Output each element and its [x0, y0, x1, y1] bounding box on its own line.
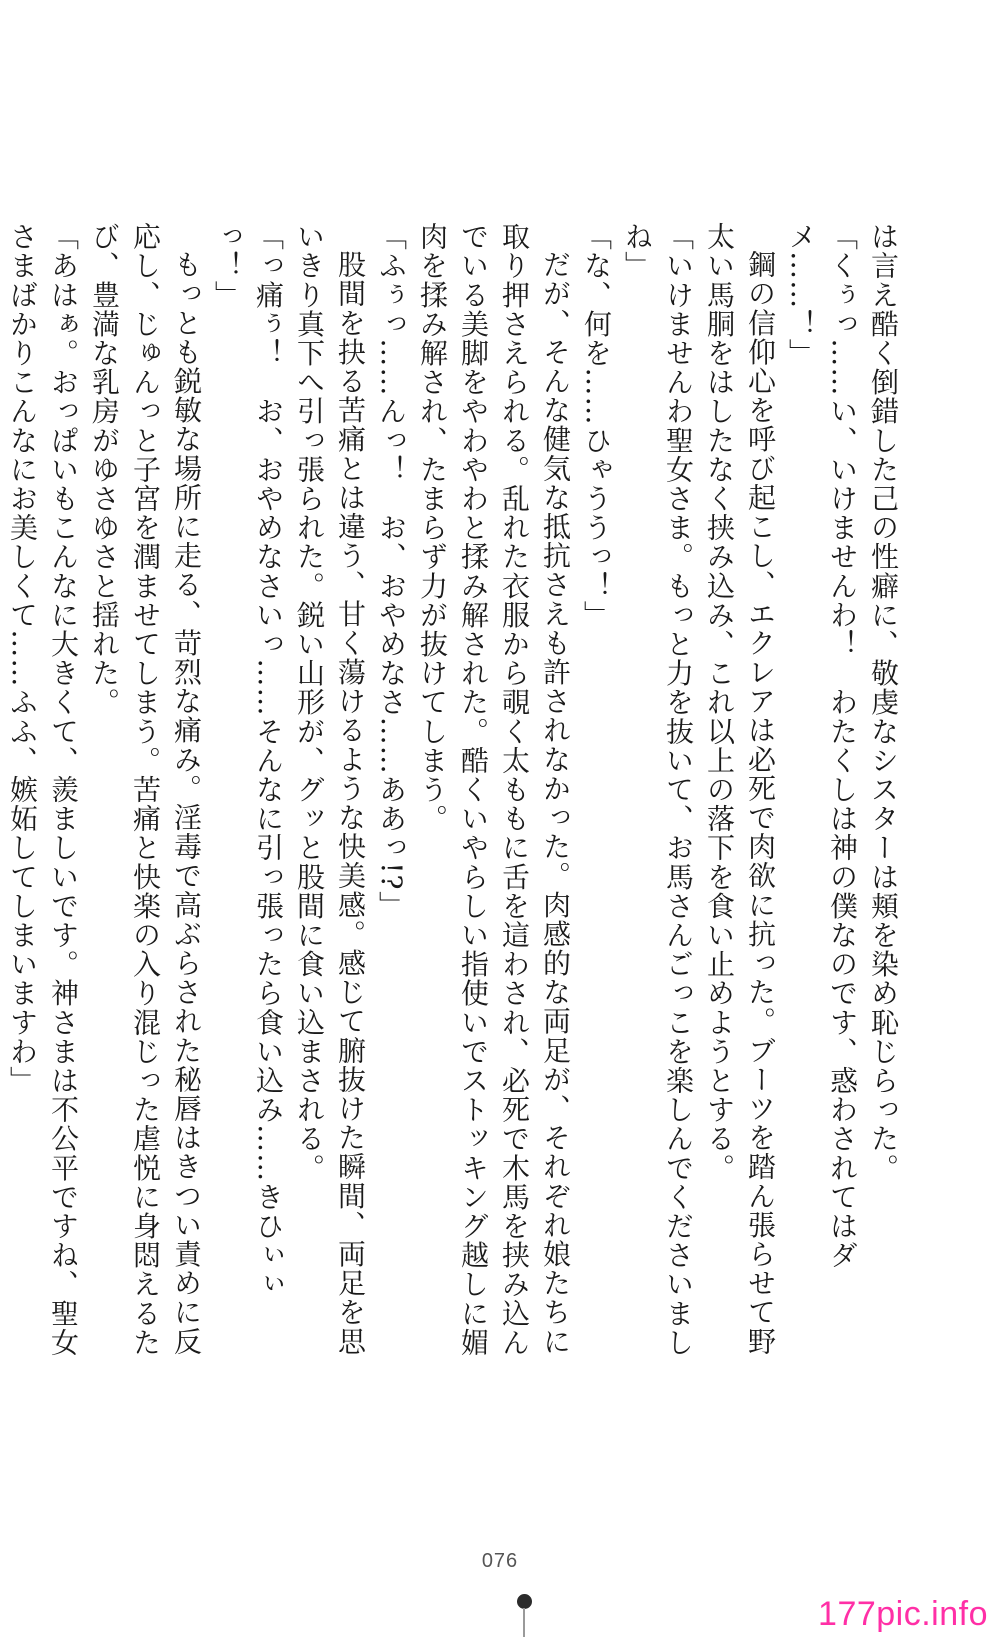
paragraph: 「いけませんわ聖女さま。もっと力を抜いて、お馬さんごっこを楽しんでくださいましね」 — [621, 222, 695, 1357]
page-number: 076 — [481, 1550, 519, 1572]
paragraph: 「ふぅっ……んっ！ お、おやめなさ……ああっ!?」 — [375, 222, 408, 920]
paragraph: だが、そんな健気な抵抗さえも許されなかった。肉感的な両足が、それぞれ娘たちに取り押さえられる。乱れた衣服から覗く太ももに舌を這わされ、必死で木馬を挟み込んでいる美脚をやわやわと揉み解された。酷くいやらしい指使いでストッキング越しに媚肉を揉み解され、たまらず力が抜けてしまう。 — [416, 222, 572, 1357]
page-marker-line — [523, 1608, 525, 1637]
paragraph: もっとも鋭敏な場所に走る、苛烈な痛み。淫毒で高ぶらされた秘唇はきつい責めに反応し、じゅんっと子宮を潤ませてしまう。苦痛と快楽の入り混じった虐悦に身悶えるたび、豊満な乳房がゆさゆさと揺れた。 — [88, 222, 203, 1357]
paragraph: 股間を抉る苦痛とは違う、甘く蕩けるような快美感。感じて腑抜けた瞬間、両足を思いきり真下へ引っ張られた。鋭い山形が、グッと股間に食い込まされる。 — [293, 222, 367, 1356]
paragraph: 「あはぁ。おっぱいもこんなに大きくて、羨ましいです。神さまは不公平ですね、聖女さまばかりこんなにお美しくて……ふふ、嫉妬してしまいますわ」 — [6, 222, 80, 1357]
paragraph: 「な、何を……ひゃううっ！」 — [580, 222, 613, 630]
paragraph: 鋼の信仰心を呼び起こし、エクレアは必死で肉欲に抗った。ブーツを踏ん張らせて野太い馬胴をはしたなく挟み込み、これ以上の落下を食い止めようとする。 — [703, 222, 777, 1356]
page-marker-dot-icon — [517, 1594, 532, 1609]
paragraph: は言え酷く倒錯した己の性癖に、敬虔なシスターは頬を染め恥じらった。 — [867, 222, 900, 1183]
body-text — [6, 222, 904, 1362]
paragraph: 「っ痛ぅ！ お、おやめなさいっ……そんなに引っ張ったら食い込み……きひぃぃっ！」 — [211, 222, 285, 1299]
paragraph: 「くぅっ……い、いけませんわ！ わたくしは神の僕なのです、惑わされてはダメ……！」 — [785, 222, 859, 1270]
watermark-link[interactable]: 177pic.info — [818, 1595, 988, 1633]
